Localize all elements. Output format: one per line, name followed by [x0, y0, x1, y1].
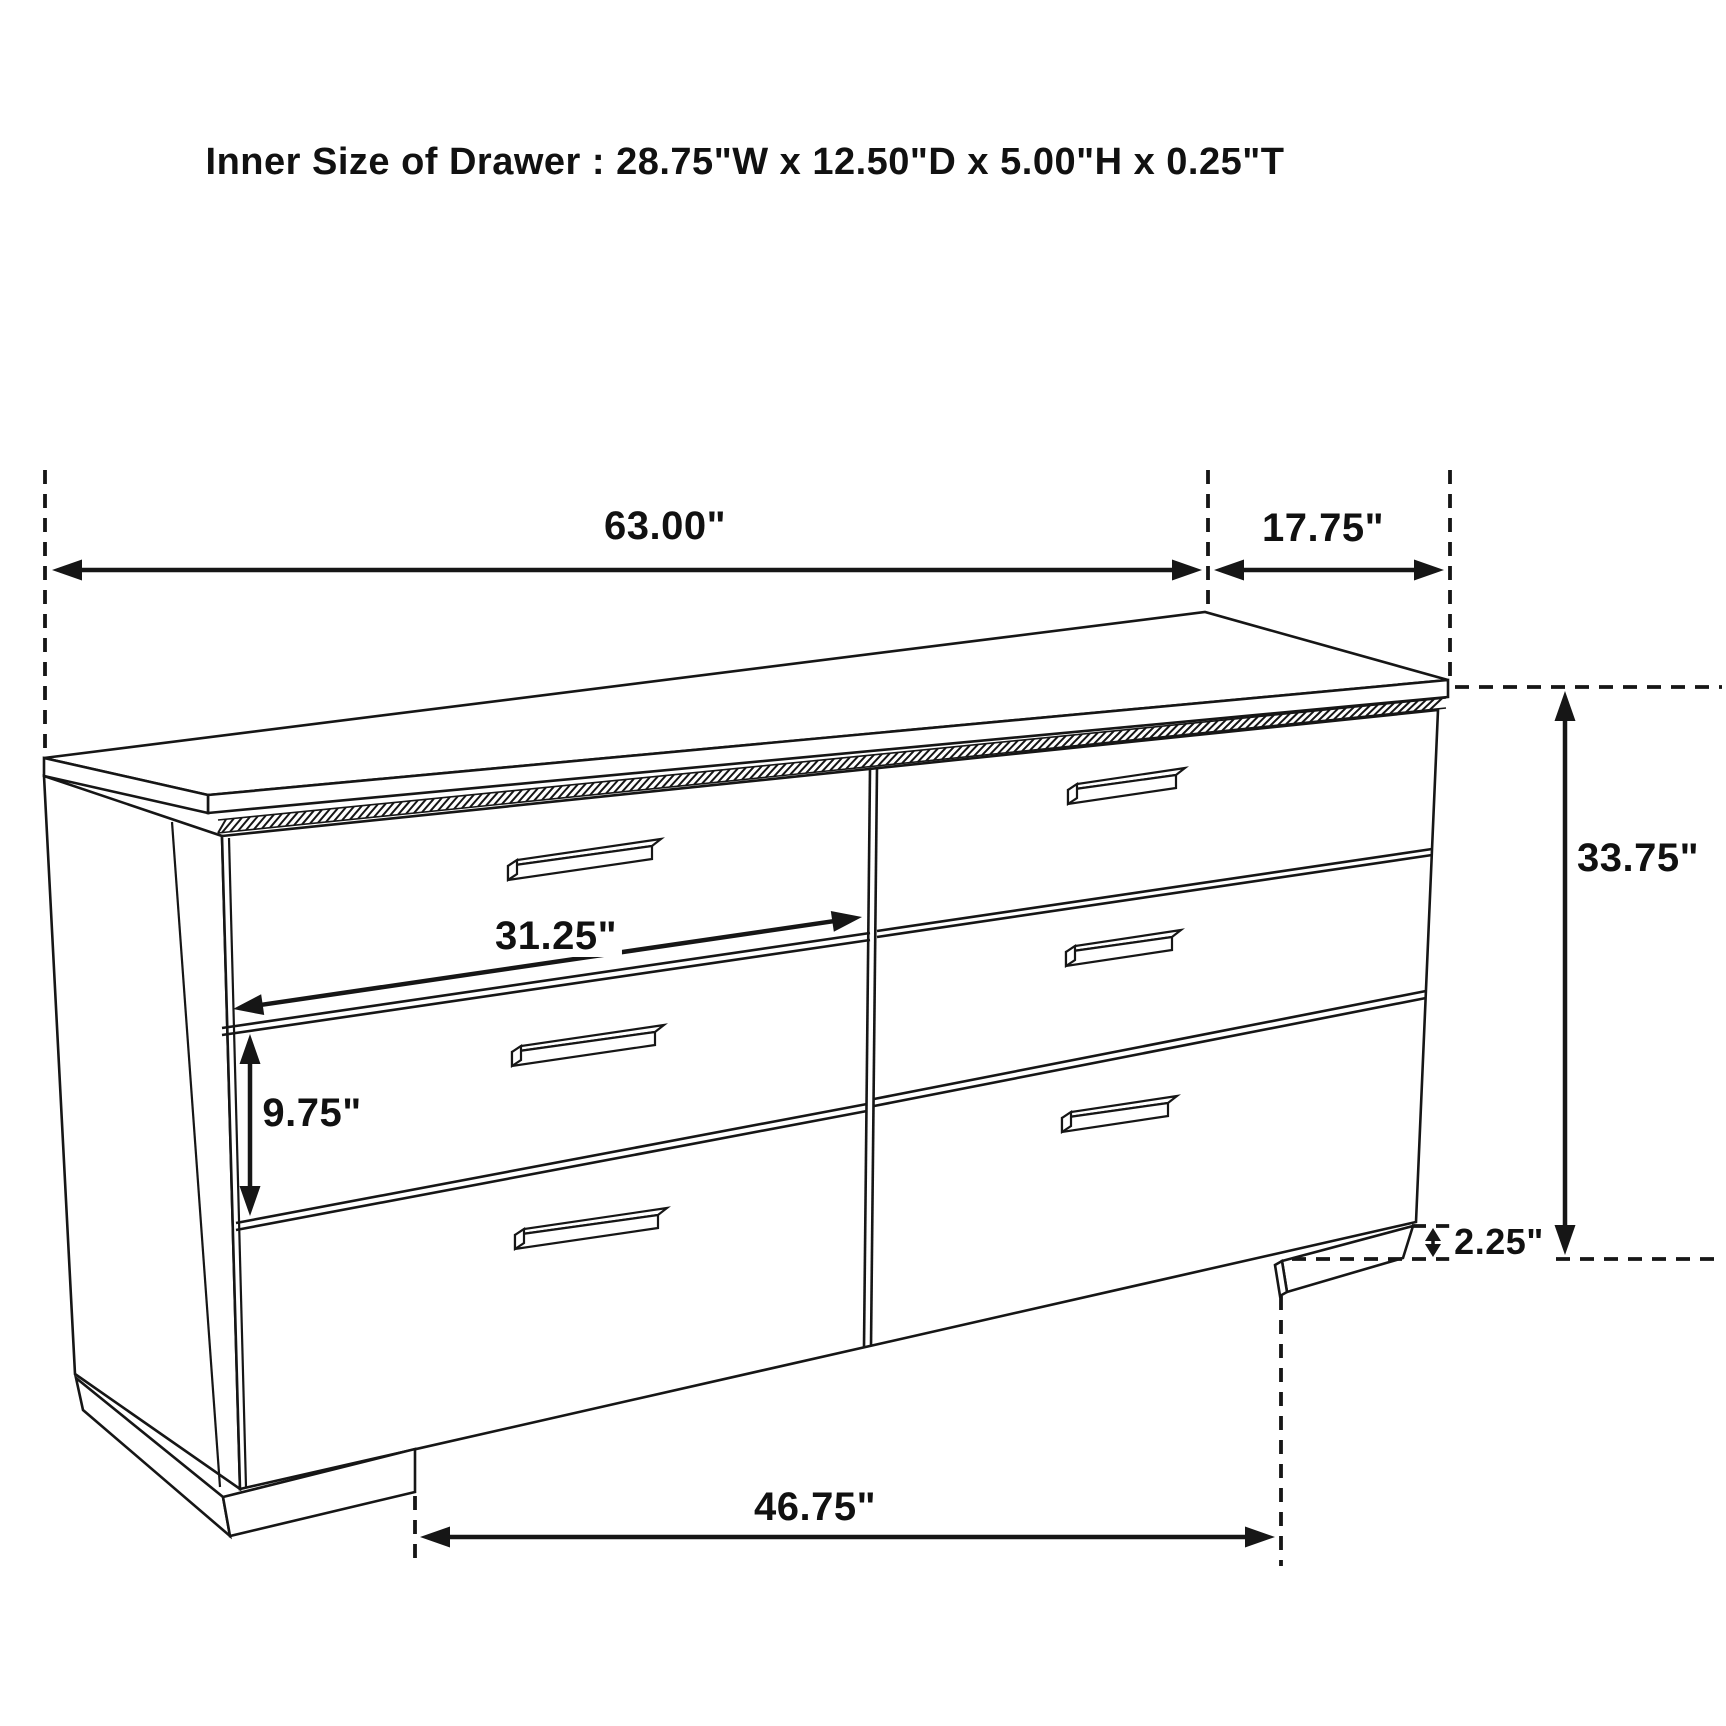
diagram-title: Inner Size of Drawer : 28.75"W x 12.50"D x 5.00"H x 0.25"T [201, 142, 1290, 182]
dim-total-width-label: 63.00" [599, 505, 731, 547]
dim-drawer-width-label: 31.25" [490, 915, 622, 957]
dim-drawer-height-label: 9.75" [257, 1092, 366, 1134]
dim-total-height-label: 33.75" [1572, 837, 1704, 879]
dim-total-depth-label: 17.75" [1257, 507, 1389, 549]
dim-base-span-label: 46.75" [749, 1486, 881, 1528]
dim-leg-height-label: 2.25" [1449, 1223, 1549, 1261]
